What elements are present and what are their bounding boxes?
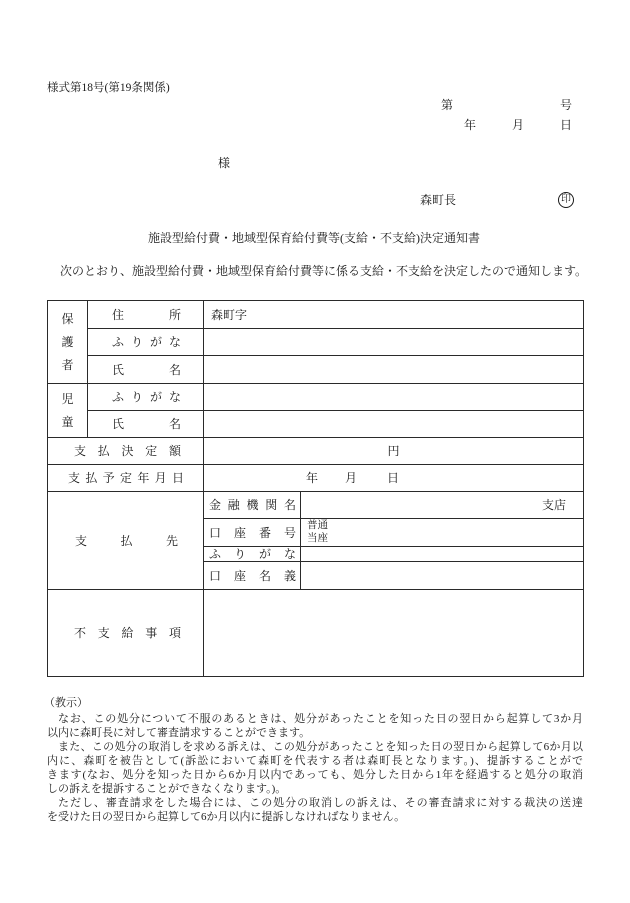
instruction-heading: （教示）	[44, 697, 88, 709]
label-character: ふ	[112, 335, 125, 349]
label-character: 不	[74, 626, 87, 640]
label-character: 所	[168, 307, 181, 322]
guardian-name-value-cell	[204, 356, 584, 384]
guardian-furigana-value-cell	[204, 329, 584, 356]
label-character: 予	[102, 471, 115, 485]
label-character: 名	[168, 417, 181, 431]
label-character: 名	[168, 362, 181, 377]
document-number-suffix: 号	[560, 98, 573, 112]
intro-text: 次のとおり、施設型給付費・地域型保育給付費等に係る支給・不支給を決定したので通知します。	[60, 264, 588, 278]
label-character: 支	[68, 471, 81, 485]
instruction-line: 内に、森町を被告として(訴訟において森町を代表する者は森町長となります。)、提訴することがで	[47, 755, 583, 767]
child-furigana-label-cell	[88, 384, 204, 411]
label-character: 氏	[112, 362, 125, 377]
instruction-line: ただし、審査請求をした場合には、この処分の取消しの訴えは、その審査請求に対する裁決の送達	[58, 797, 583, 809]
child-furigana-row	[48, 384, 584, 411]
child-furigana-label	[112, 390, 181, 404]
payment-date-day: 日	[387, 471, 400, 485]
label-character: 支	[74, 444, 87, 458]
account-holder-label-cell	[204, 562, 301, 590]
payee-group-cell	[48, 492, 204, 590]
issue-date-year: 年	[464, 118, 477, 132]
bank-name-label	[209, 498, 296, 512]
guardian-furigana-label	[112, 335, 181, 349]
label-character: な	[168, 335, 181, 349]
label-character: 口	[209, 525, 222, 540]
branch-suffix: 支店	[542, 498, 567, 512]
label-character: 座	[233, 525, 246, 540]
label-character: り	[233, 547, 246, 561]
child-name-value-cell	[204, 411, 584, 438]
payment-amount-label	[74, 444, 181, 458]
account-furigana-label	[209, 547, 296, 561]
label-character: 項	[168, 626, 181, 640]
label-character: 払	[120, 533, 133, 548]
label-character: ふ	[209, 547, 222, 561]
label-character: 口	[209, 568, 222, 583]
label-character: 決	[121, 444, 134, 458]
label-character: 号	[283, 525, 296, 540]
account-type-checking: 当座	[307, 532, 328, 544]
bank-name-value-cell	[301, 492, 584, 519]
guardian-name-label-cell	[88, 356, 204, 384]
instruction-paragraph-lawsuit	[47, 740, 583, 796]
guardian-name-row	[48, 356, 584, 384]
form-number: 様式第18号(第19条関係)	[47, 82, 170, 94]
label-character: 払	[97, 444, 110, 458]
label-character: 氏	[112, 417, 125, 431]
payment-amount-unit: 円	[387, 444, 400, 458]
instruction-line: きます(なお、処分を知った日から6か月以内であっても、処分した日から1年を経過すると処分の取消	[47, 769, 583, 781]
seal-mark	[558, 192, 574, 208]
instruction-line: 以内に森町長に対して審査請求することができます。	[47, 727, 311, 739]
payment-date-value	[204, 471, 583, 485]
label-character: 日	[171, 471, 184, 485]
payment-date-value-cell	[204, 465, 584, 492]
label-character: が	[149, 335, 162, 349]
label-character: 事	[145, 626, 158, 640]
label-character: 番	[258, 525, 271, 540]
guardian-address-row	[48, 301, 584, 329]
bank-name-label-cell	[204, 492, 301, 519]
label-character: が	[149, 390, 162, 404]
account-number-value-cell	[301, 519, 584, 547]
label-character: り	[130, 390, 143, 404]
label-character: り	[130, 335, 143, 349]
instruction-paragraph-exception	[47, 796, 583, 824]
payment-amount-row	[48, 438, 584, 465]
issuer-name: 森町長	[420, 193, 457, 207]
payment-date-year: 年	[306, 471, 319, 485]
instruction-line: しの訴えを提訴することができなくなります。)。	[47, 783, 287, 795]
label-character: 定	[145, 444, 158, 458]
account-holder-value-cell	[301, 562, 584, 590]
child-name-label-cell	[88, 411, 204, 438]
guardian-group-cell	[48, 301, 88, 384]
guardian-group-label: 保護者	[61, 311, 74, 372]
document-title: 施設型給付費・地域型保育給付費等(支給・不支給)決定通知書	[148, 231, 480, 245]
account-furigana-label-cell	[204, 547, 301, 562]
label-character: 払	[85, 471, 98, 485]
non-payment-label-cell	[48, 590, 204, 677]
child-furigana-value-cell	[204, 384, 584, 411]
account-type-ordinary: 普通	[307, 520, 328, 531]
instruction-line: なお、この処分について不服のあるときは、処分があったことを知った日の翌日から起算して3か月	[58, 713, 583, 725]
label-character: 名	[283, 498, 296, 512]
guardian-address-value-cell	[204, 301, 584, 329]
guardian-address-value: 森町字	[211, 307, 248, 322]
payment-amount-label-cell	[48, 438, 204, 465]
label-character: な	[168, 390, 181, 404]
label-character: ふ	[112, 390, 125, 404]
payment-date-month: 月	[345, 471, 358, 485]
instruction-line: を受けた日の翌日から起算して6か月以内に提訴しなければなりません。	[47, 811, 406, 823]
account-holder-label	[209, 569, 296, 583]
account-number-label-cell	[204, 519, 301, 547]
document-number-prefix: 第	[441, 98, 454, 112]
label-character: が	[258, 547, 271, 561]
label-character: 給	[121, 626, 134, 640]
payment-date-row	[48, 465, 584, 492]
payment-date-label	[68, 471, 184, 485]
label-character: 名	[258, 568, 271, 583]
instruction-section	[44, 696, 583, 824]
label-character: 座	[233, 568, 246, 583]
label-character: 支	[97, 626, 110, 640]
child-name-label	[112, 417, 181, 431]
label-character: 金	[209, 498, 222, 512]
label-character: 支	[75, 533, 88, 548]
payment-amount-value-cell	[204, 438, 584, 465]
child-group-label: 児童	[61, 391, 74, 429]
label-character: 関	[265, 498, 278, 512]
guardian-address-label	[112, 308, 181, 322]
label-character: な	[283, 547, 296, 561]
issue-date-day: 日	[560, 118, 573, 132]
account-furigana-value-cell	[301, 547, 584, 562]
payee-group-label	[75, 534, 178, 548]
guardian-furigana-label-cell	[88, 329, 204, 356]
account-number-label	[209, 526, 296, 540]
decision-table	[47, 300, 584, 677]
payment-date-label-cell	[48, 465, 204, 492]
guardian-name-label	[112, 363, 181, 377]
non-payment-value-cell	[204, 590, 584, 677]
label-character: 年	[137, 471, 150, 485]
guardian-furigana-row	[48, 329, 584, 356]
label-character: 機	[246, 498, 259, 512]
child-group-cell	[48, 384, 88, 438]
instruction-line: また、この処分の取消しを求める訴えは、この処分があったことを知った日の翌日から起算して6か月以	[58, 741, 583, 753]
label-character: 住	[112, 307, 125, 322]
non-payment-row	[48, 590, 584, 677]
payee-bank-row	[48, 492, 584, 519]
label-character: 先	[165, 533, 178, 548]
label-character: 月	[154, 471, 167, 485]
non-payment-label	[74, 626, 181, 640]
label-character: 義	[283, 568, 296, 583]
instruction-paragraph-appeal	[47, 712, 583, 740]
label-character: 額	[168, 444, 181, 458]
issue-date-month: 月	[512, 118, 525, 132]
addressee-honorific: 様	[218, 156, 231, 170]
label-character: 定	[119, 471, 132, 485]
table-body	[48, 301, 584, 677]
label-character: 融	[227, 498, 240, 512]
guardian-address-label-cell	[88, 301, 204, 329]
seal-text: 印	[561, 194, 571, 205]
child-name-row	[48, 411, 584, 438]
